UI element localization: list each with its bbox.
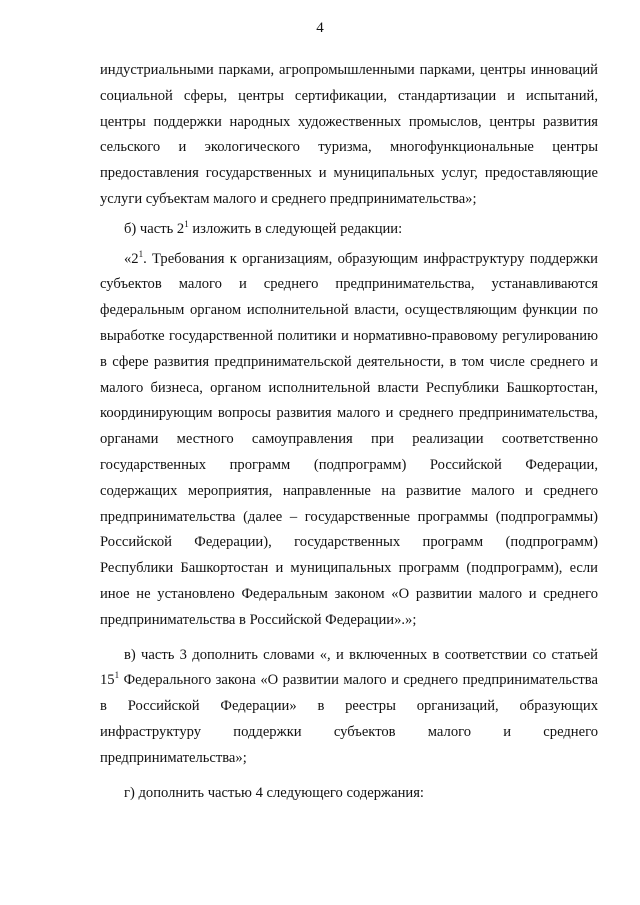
paragraph-item-g: г) дополнить частью 4 следующего содержания: <box>124 784 424 801</box>
paragraph-new-part-text <box>100 247 598 634</box>
paragraph-item-b <box>100 217 598 243</box>
paragraph-new-part-superscript: 1 <box>138 248 144 259</box>
paragraph-item-v-text-start: в) часть 3 дополнить словами «, и включенных в соответствии со статьей 15 <box>100 646 598 689</box>
paragraph-new-part-number: «2 <box>124 250 139 267</box>
paragraph-item-v-text-end: Федерального закона «О развитии малого и среднего предпринимательства в Российской Федерации» в реестры организаций, образующих инфраструктуру поддержки субъектов малого и среднего предпринимательства»; <box>100 672 598 766</box>
paragraph-new-part-body: . Требования к организациям, образующим инфраструктуру поддержки субъектов малого и среднего предпринимательства, устанавливаются федеральным органом исполнительной власти, осуществляющим функции по выработке государственной политики и нормативно-правовому регулированию в сфере развития предпринимательской деятельности, в том числе среднего и малого бизнеса, органом исполнительной власти Республики Башкортостан, координирующим вопросы развития малого и среднего предпринимательства, органами местного самоуправления при реализации соответственно государственных программ (подпрограмм) Российской Федерации, содержащих мероприятия, направленные на развитие малого и среднего предпринимательства (далее – государственные программы (подпрограммы) Российской Федерации), государственных программ (подпрограмм) Республики Башкортостан и муниципальных программ (подпрограмм), если иное не установлено Федеральным законом «О развитии малого и среднего предпринимательства в Российской Федерации».»; <box>100 250 598 628</box>
paragraph-item-v <box>100 643 598 772</box>
paragraph-item-v-superscript: 1 <box>114 670 120 681</box>
document-body <box>100 58 598 806</box>
paragraph-item-b-text-start: б) часть 2 <box>124 220 185 237</box>
paragraph-item-b-text-end: изложить в следующей редакции: <box>188 220 403 237</box>
page-number: 4 <box>316 20 324 36</box>
paragraph-item-b-superscript: 1 <box>184 218 189 229</box>
paragraph-list-continuation: индустриальными парками, агропромышленными парками, центры инноваций социальной сферы, центры сертификации, стандартизации и испытаний, центры поддержки народных художественных промыслов, центры развития сельского и экологического туризма, многофункциональные центры предоставления государственных и муниципальных услуг, предоставляющие услуги субъектам малого и среднего предпринимательства»; <box>100 62 598 207</box>
